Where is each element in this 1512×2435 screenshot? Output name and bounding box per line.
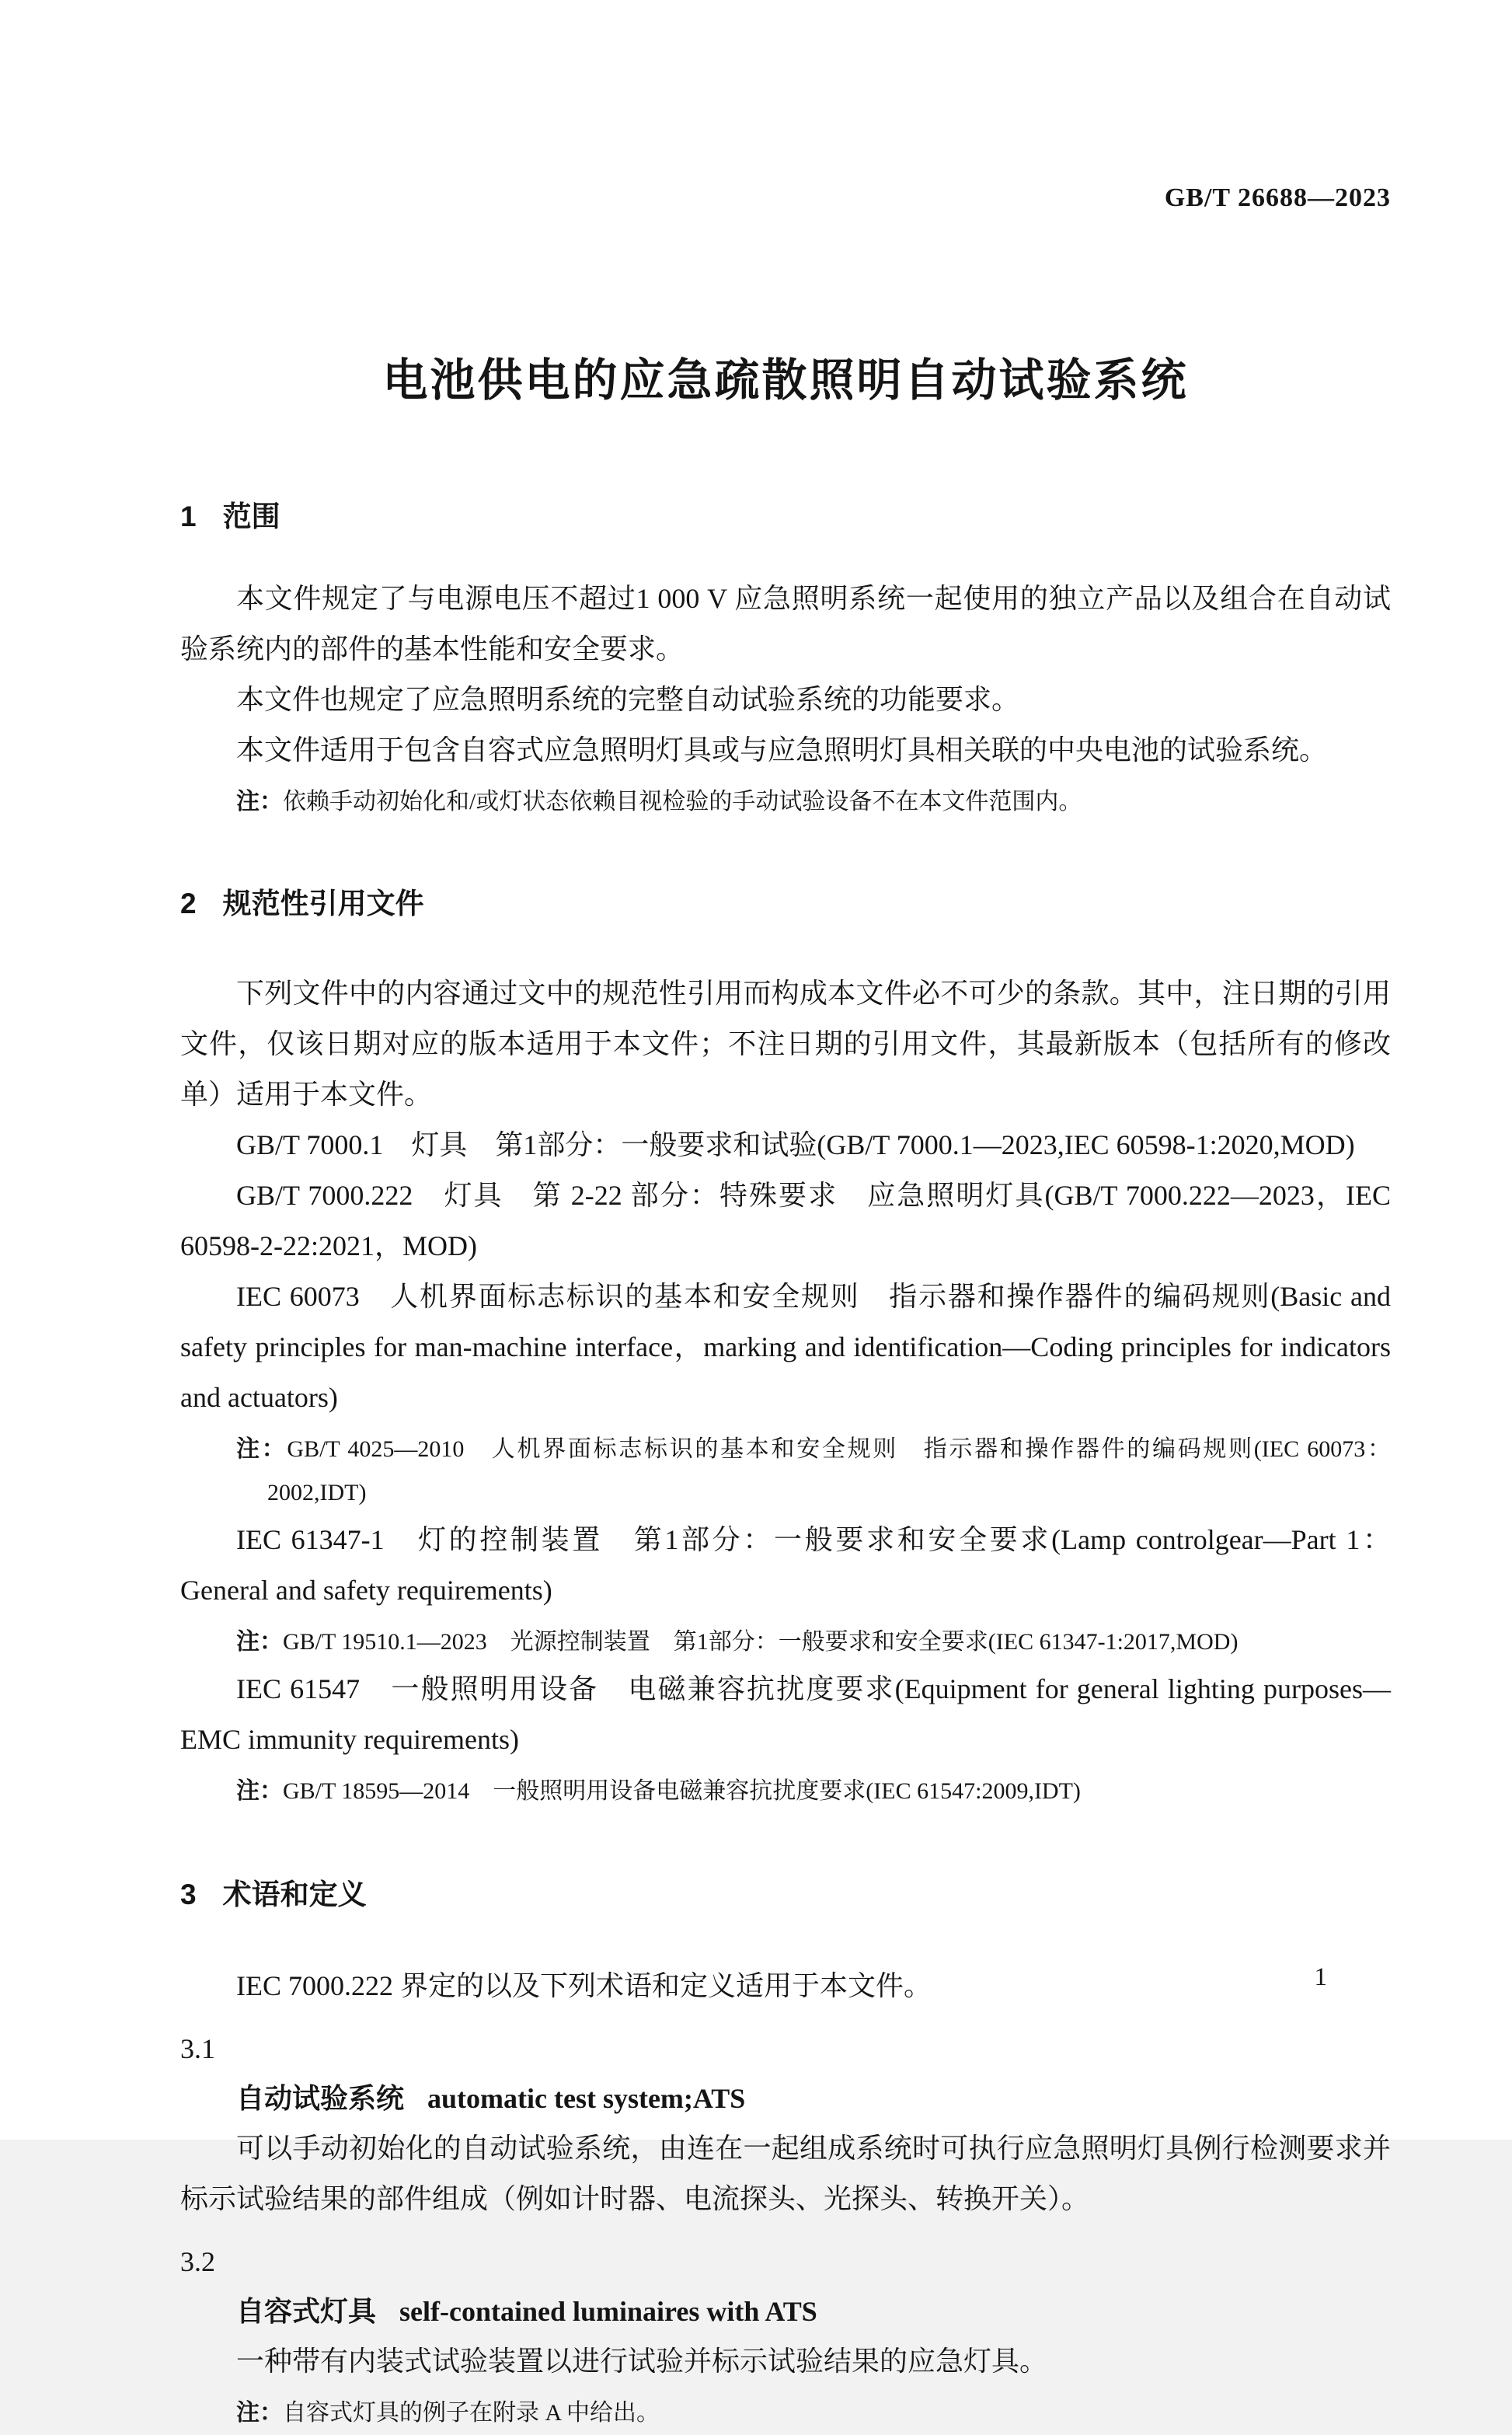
section-1-note <box>180 780 1391 824</box>
note-label: 注： <box>236 789 283 815</box>
note-text: 依赖手动初始化和/或灯状态依赖目视检验的手动试验设备不在本文件范围内。 <box>283 789 1082 815</box>
note-text: GB/T 4025—2010 人机界面标志标识的基本和安全规则 指示器和操作器件的编码规则(IEC 60073：2002,IDT) <box>267 1436 1392 1505</box>
term-en: self-contained luminaires with ATS <box>399 2296 817 2327</box>
term-3-1-definition: 可以手动初始化的自动试验系统，由连在一起组成系统时可执行应急照明灯具例行检测要求并标示试验结果的部件组成（例如计时器、电流探头、光探头、转换开关）。 <box>180 2133 1391 2214</box>
note-text: 自容式灯具的例子在附录 A 中给出。 <box>283 2400 660 2426</box>
section-3-heading <box>180 1877 1391 1913</box>
note-label: 注： <box>236 1629 283 1655</box>
reference-note <box>180 1620 1391 1664</box>
note-text: GB/T 18595—2014 一般照明用设备电磁兼容抗扰度要求(IEC 61547:2009,IDT) <box>283 1778 1081 1804</box>
section-3-intro: IEC 7000.222 界定的以及下列术语和定义适用于本文件。 <box>236 1970 932 2001</box>
section-1-paragraph-2: 本文件也规定了应急照明系统的完整自动试验系统的功能要求。 <box>236 684 1020 715</box>
reference-note <box>180 1770 1391 1813</box>
standard-code-header: GB/T 26688—2023 <box>1164 183 1391 212</box>
reference-item: IEC 61347-1 灯的控制装置 第1部分：一般要求和安全要求(Lamp controlgear—Part 1：General and safety requirements) <box>180 1524 1391 1606</box>
page-number: 1 <box>1314 1963 1327 1991</box>
term-3-1-id: 3.1 <box>180 2033 215 2064</box>
reference-note <box>180 1428 1391 1515</box>
reference-item: IEC 60073 人机界面标志标识的基本和安全规则 指示器和操作器件的编码规则(Basic and safety principles for man-machine interface，marking and identification—Coding principles for indicators and actuators) <box>180 1281 1391 1413</box>
section-1-paragraph-1: 本文件规定了与电源电压不超过1 000 V 应急照明系统一起使用的独立产品以及组合在自动试验系统内的部件的基本性能和安全要求。 <box>180 583 1391 665</box>
section-2-number: 2 <box>180 888 197 919</box>
section-1-heading <box>180 499 1391 535</box>
section-1-number: 1 <box>180 501 197 532</box>
section-1-paragraph-3: 本文件适用于包含自容式应急照明灯具或与应急照明灯具相关联的中央电池的试验系统。 <box>236 734 1328 766</box>
reference-item: IEC 61547 一般照明用设备 电磁兼容抗扰度要求(Equipment for general lighting purposes—EMC immunity requirements) <box>180 1673 1391 1755</box>
document-title: 电池供电的应急疏散照明自动试验系统 <box>382 355 1189 406</box>
section-2-heading <box>180 886 1391 922</box>
term-zh: 自动试验系统 <box>236 2082 405 2114</box>
note-text: GB/T 19510.1—2023 光源控制装置 第1部分：一般要求和安全要求(IEC 61347-1:2017,MOD) <box>283 1629 1239 1655</box>
section-3-title: 术语和定义 <box>222 1879 367 1910</box>
term-zh: 自容式灯具 <box>236 2295 377 2327</box>
note-label: 注： <box>236 2400 283 2426</box>
section-1-title: 范围 <box>222 501 280 532</box>
reference-item: GB/T 7000.1 灯具 第1部分：一般要求和试验(GB/T 7000.1—2023,IEC 60598-1:2020,MOD) <box>236 1129 1355 1160</box>
term-en: automatic test system;ATS <box>427 2083 746 2114</box>
term-3-2-definition: 一种带有内装式试验装置以进行试验并标示试验结果的应急灯具。 <box>236 2346 1048 2377</box>
term-3-2-id: 3.2 <box>180 2246 215 2277</box>
note-label: 注： <box>236 1436 287 1462</box>
term-3-1-headword <box>180 2074 1391 2123</box>
term-3-2-note <box>180 2391 1391 2435</box>
reference-item: GB/T 7000.222 灯具 第 2-22 部分：特殊要求 应急照明灯具(GB/T 7000.222—2023，IEC 60598-2-22:2021，MOD) <box>180 1180 1391 1261</box>
section-3-number: 3 <box>180 1879 197 1910</box>
term-3-2-headword <box>180 2287 1391 2336</box>
section-2-intro: 下列文件中的内容通过文中的规范性引用而构成本文件必不可少的条款。其中，注日期的引用文件，仅该日期对应的版本适用于本文件；不注日期的引用文件，其最新版本（包括所有的修改单）适用于本文件。 <box>180 978 1391 1110</box>
note-label: 注： <box>236 1778 283 1804</box>
section-2-title: 规范性引用文件 <box>222 888 424 919</box>
